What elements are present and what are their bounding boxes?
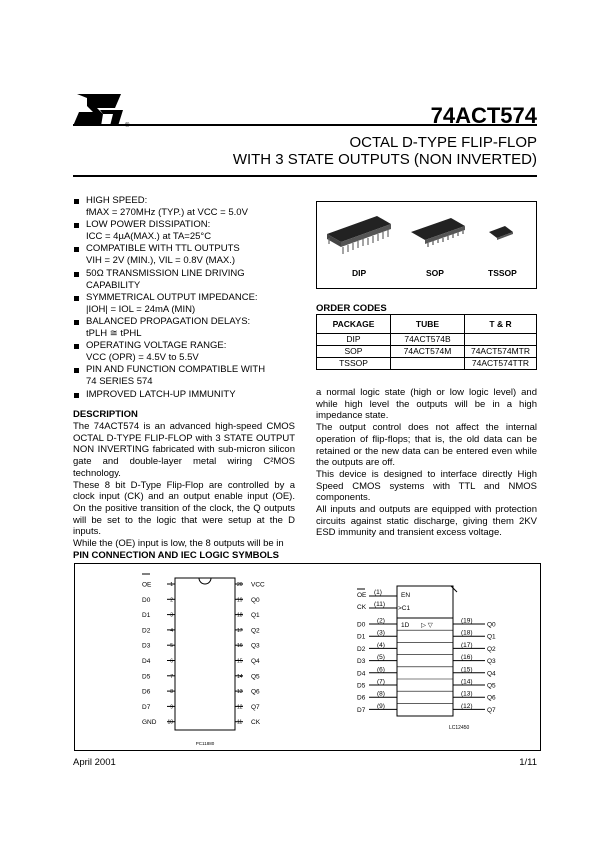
pin-number: 6 — [170, 658, 173, 665]
subtitle-rule — [73, 175, 537, 177]
iec-ck-number: (11) — [374, 601, 386, 608]
table-header-row — [317, 315, 537, 334]
dip-label: DIP — [352, 268, 367, 278]
pin-name: Q5 — [251, 673, 260, 681]
pin-name: D7 — [142, 703, 151, 711]
iec-output-number: (18) — [461, 629, 473, 637]
feature-item: 50Ω TRANSMISSION LINE DRIVING CAPABILITY — [73, 268, 305, 292]
subtitle-line-2: WITH 3 STATE OUTPUTS (NON INVERTED) — [232, 151, 537, 168]
feature-item: COMPATIBLE WITH TTL OUTPUTS VIH = 2V (MIN.), VIL = 0.8V (MAX.) — [73, 243, 305, 267]
pin-name: VCC — [251, 581, 265, 589]
description-heading: DESCRIPTION — [73, 409, 138, 420]
description-paragraph: The 74ACT574 is an advanced high-speed CMOS OCTAL D-TYPE FLIP-FLOP with 3 STATE OUTPUT NON INVERTING fabricated with sub-micron silicon gate and double-layer metal wiring C²MOS technology. — [73, 421, 295, 479]
control-block — [397, 586, 453, 618]
description-left-column — [73, 421, 295, 550]
description-paragraph: The output control does not affect the internal operation of flip-flops; that is, the old data can be retained or the new data can be entered even while the outputs are off. — [316, 422, 537, 469]
feature-item: IMPROVED LATCH-UP IMMUNITY — [73, 389, 305, 401]
iec-output-label: Q2 — [487, 645, 496, 653]
pin-name: D3 — [142, 642, 151, 650]
pin-number: 17 — [237, 627, 243, 634]
iec-oe-label: OE — [357, 592, 367, 599]
pin-number: 1 — [170, 582, 173, 588]
buffer-symbol-icon: ▷ ▽ — [421, 622, 433, 629]
iec-oe-number: (1) — [374, 589, 382, 596]
header-rule — [73, 124, 537, 126]
pin-name: GND — [142, 719, 157, 727]
pin-number: 4 — [170, 627, 173, 634]
iec-output-number: (15) — [461, 666, 473, 674]
footer-page: 1/11 — [519, 757, 537, 768]
iec-input-number: (9) — [377, 702, 385, 710]
pin-number: 8 — [170, 689, 173, 696]
pin-number: 12 — [237, 704, 243, 711]
svg-text:®: ® — [125, 123, 130, 129]
feature-item: SYMMETRICAL OUTPUT IMPEDANCE: |IOH| = IOL = 24mA (MIN) — [73, 292, 305, 316]
pin-number: 9 — [170, 704, 173, 711]
table-cell — [391, 358, 465, 370]
table-cell: 74ACT574TTR — [465, 358, 537, 370]
iec-output-label: Q7 — [487, 706, 496, 714]
pin-number: 15 — [237, 658, 243, 665]
table-cell: TSSOP — [317, 358, 391, 370]
pin-name: Q6 — [251, 688, 260, 696]
table-cell — [465, 334, 537, 346]
pin-name: Q4 — [251, 658, 260, 665]
pin-number: 19 — [237, 597, 243, 604]
description-paragraph: While the (OE) input is low, the 8 outputs will be in — [73, 538, 284, 550]
iec-diagram-code: LC12450 — [449, 725, 470, 731]
iec-c1-label: >C1 — [398, 605, 411, 612]
iec-output-number: (16) — [461, 654, 473, 662]
column-header: PACKAGE — [317, 315, 391, 334]
iec-input-label: D6 — [357, 694, 366, 702]
pin-name: D4 — [142, 658, 151, 665]
control-block-notch — [451, 586, 457, 592]
iec-output-label: Q3 — [487, 658, 496, 666]
iec-1d-label: 1D — [401, 622, 410, 629]
pin-name: CK — [251, 719, 261, 727]
pin-number: 7 — [170, 673, 173, 680]
iec-output-label: Q6 — [487, 694, 496, 702]
sop-label: SOP — [426, 268, 444, 278]
iec-output-number: (12) — [461, 702, 473, 710]
column-header: T & R — [465, 315, 537, 334]
iec-output-number: (13) — [461, 690, 473, 698]
iec-input-number: (6) — [377, 666, 385, 674]
pin-number: 11 — [237, 719, 243, 726]
iec-output-number: (14) — [461, 678, 473, 686]
order-codes-table — [316, 314, 537, 370]
iec-output-label: Q5 — [487, 682, 496, 690]
pin-name: Q0 — [251, 596, 260, 604]
table-cell: SOP — [317, 346, 391, 358]
pin-name: OE — [142, 581, 152, 589]
pin-number: 5 — [170, 643, 173, 650]
table-cell: 74ACT574MTR — [465, 346, 537, 358]
iec-input-number: (3) — [377, 629, 385, 637]
pin-name: D0 — [142, 596, 151, 604]
pin-number: 14 — [237, 673, 243, 680]
table-cell: DIP — [317, 334, 391, 346]
pin-number: 13 — [237, 689, 243, 696]
iec-input-label: D2 — [357, 645, 366, 653]
iec-input-number: (7) — [377, 678, 385, 686]
pin-name: Q2 — [251, 627, 260, 635]
iec-input-label: D1 — [357, 633, 366, 641]
table-row — [317, 334, 537, 346]
iec-input-number: (4) — [377, 641, 385, 649]
pin-name: Q1 — [251, 612, 260, 620]
table-row — [317, 346, 537, 358]
feature-item: BALANCED PROPAGATION DELAYS: tPLH ≅ tPHL — [73, 316, 305, 340]
feature-list — [73, 195, 305, 401]
iec-output-number: (19) — [461, 617, 473, 625]
feature-item: LOW POWER DISSIPATION: ICC = 4µA(MAX.) at TA=25°C — [73, 219, 305, 243]
pin-number: 2 — [170, 597, 173, 604]
subtitle-line-1: OCTAL D-TYPE FLIP-FLOP — [349, 134, 537, 151]
pin-diagram — [75, 564, 540, 750]
iec-input-label: D5 — [357, 682, 366, 690]
iec-en-label: EN — [401, 592, 411, 599]
pin-number: 10 — [167, 719, 173, 726]
description-paragraph: a normal logic state (high or low logic level) and while high level the outputs will be in a high impedance state. — [316, 387, 537, 422]
page-subtitle — [233, 134, 537, 168]
pin-diagram-box — [74, 563, 541, 751]
table-row — [317, 358, 537, 370]
table-cell: 74ACT574B — [391, 334, 465, 346]
tssop-label: TSSOP — [488, 268, 517, 278]
pin-name: D2 — [142, 627, 151, 635]
iec-output-label: Q4 — [487, 670, 496, 678]
description-paragraph: All inputs and outputs are equipped with protection circuits against static discharge, giving them 2KV ESD immunity and transient excess voltage. — [316, 504, 537, 539]
dip-package-image — [327, 216, 391, 254]
part-number: 74ACT574 — [430, 103, 537, 128]
pin-number: 3 — [170, 612, 173, 619]
sop-package-image — [411, 218, 465, 247]
description-right-column — [316, 387, 537, 539]
feature-item: PIN AND FUNCTION COMPATIBLE WITH 74 SERIES 574 — [73, 364, 305, 388]
description-paragraph: This device is designed to interface directly High Speed CMOS systems with TTL and NMOS components. — [316, 468, 537, 504]
pin-name: D5 — [142, 673, 151, 681]
tssop-package-image — [489, 226, 513, 240]
feature-item: HIGH SPEED: fMAX = 270MHz (TYP.) at VCC = 5.0V — [73, 195, 305, 219]
pin-name: D6 — [142, 688, 151, 696]
pin-number: 18 — [237, 612, 243, 619]
iec-input-label: D4 — [357, 670, 366, 678]
feature-item: OPERATING VOLTAGE RANGE: VCC (OPR) = 4.5V to 5.5V — [73, 340, 305, 364]
pin-number: 20 — [237, 582, 243, 588]
iec-ck-label: CK — [357, 604, 367, 611]
iec-input-number: (8) — [377, 690, 385, 698]
iec-output-label: Q0 — [487, 621, 496, 629]
description-paragraph: These 8 bit D-Type Flip-Flop are controlled by a clock input (CK) and an output enable input (OE). On the positive transition of the clock, the Q outputs will be set to the logic that were setup at the D inputs. — [73, 479, 295, 538]
iec-output-number: (17) — [461, 641, 473, 649]
pin-name: Q7 — [251, 703, 260, 711]
pin-number: 16 — [237, 643, 243, 650]
iec-input-label: D3 — [357, 658, 366, 666]
iec-output-label: Q1 — [487, 633, 496, 641]
ic-notch — [199, 578, 211, 584]
order-codes-heading: ORDER CODES — [316, 303, 387, 314]
iec-input-number: (5) — [377, 654, 385, 662]
pin-section-heading: PIN CONNECTION AND IEC LOGIC SYMBOLS — [73, 550, 280, 561]
table-cell: 74ACT574M — [391, 346, 465, 358]
package-images — [316, 201, 537, 289]
ic-body — [175, 578, 235, 730]
column-header: TUBE — [391, 315, 465, 334]
iec-input-label: D7 — [357, 706, 366, 714]
iec-input-number: (2) — [377, 617, 385, 625]
pin-name: D1 — [142, 612, 151, 620]
footer-date: April 2001 — [73, 757, 116, 768]
pin-diagram-code: PC11880 — [195, 741, 215, 746]
iec-input-label: D0 — [357, 621, 366, 629]
pin-name: Q3 — [251, 642, 260, 650]
